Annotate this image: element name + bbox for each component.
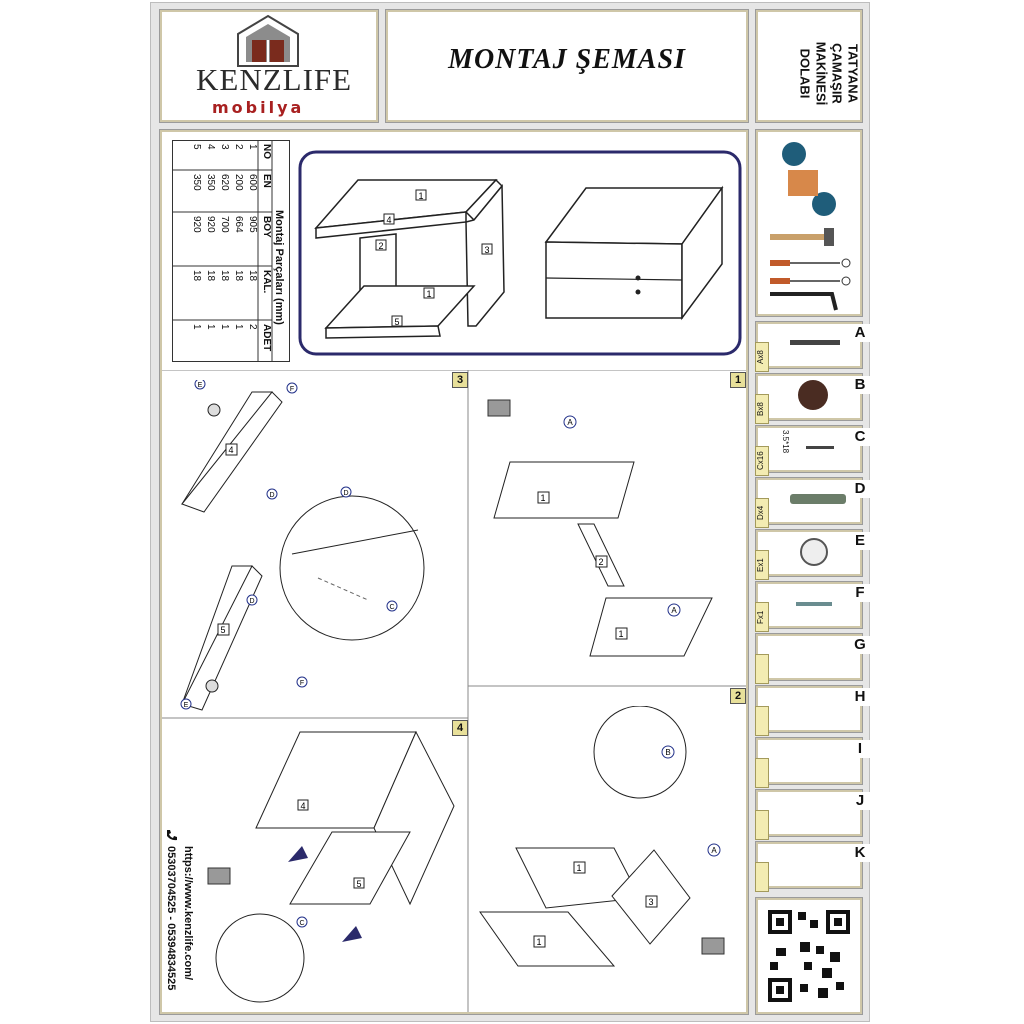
hardware-code: Ax8	[755, 342, 769, 372]
svg-text:E: E	[183, 702, 189, 709]
svg-text:A: A	[567, 418, 573, 427]
svg-text:C: C	[299, 920, 305, 927]
hardware-code	[755, 758, 769, 788]
table-cell: 1	[191, 324, 202, 330]
screwdriver-cross-icon	[770, 278, 790, 284]
step-3-diagram	[168, 380, 458, 716]
hardware-code: Cx16	[755, 446, 769, 476]
table-header-cell: KAL.	[261, 270, 272, 294]
hardware-item-a	[756, 322, 862, 368]
hardware-letter: A	[850, 324, 870, 342]
svg-text:D: D	[269, 492, 275, 499]
contact-website[interactable]: https://www.kenzlife.com/	[182, 846, 194, 981]
table-cell: 2	[247, 324, 258, 330]
hardware-letter: B	[850, 376, 870, 394]
hardware-item-g	[756, 634, 862, 680]
hardware-letter: E	[850, 532, 870, 550]
hardware-item-j	[756, 790, 862, 836]
hardware-code: Fx1	[755, 602, 769, 632]
svg-text:E: E	[197, 382, 203, 389]
hardware-item-h	[756, 686, 862, 732]
hardware-letter: K	[850, 844, 870, 862]
svg-text:B: B	[665, 748, 671, 757]
hardware-item-k	[756, 842, 862, 888]
svg-text:2: 2	[378, 241, 384, 251]
svg-text:1: 1	[426, 289, 432, 299]
hardware-code	[755, 862, 769, 892]
svg-text:1: 1	[618, 629, 624, 639]
hammer-icon	[770, 234, 830, 240]
table-cell: 620	[219, 174, 230, 191]
hardware-letter: F	[850, 584, 870, 602]
svg-text:2: 2	[598, 557, 604, 567]
wood-screw-icon	[790, 438, 834, 449]
table-cell: 350	[191, 174, 202, 191]
phone-icon	[164, 828, 178, 842]
table-cell: 920	[191, 216, 202, 233]
parts-table	[172, 140, 290, 362]
parts-table-caption: Montaj Parçaları (mm)	[273, 210, 285, 325]
svg-text:1: 1	[418, 191, 424, 201]
svg-text:C: C	[389, 604, 395, 611]
allen-key-icon	[770, 294, 836, 310]
screwdriver-flat-icon	[770, 260, 790, 266]
brand-name: KENZLIFE	[196, 62, 353, 97]
step-1-number: 1	[730, 372, 746, 388]
table-cell: 1	[205, 324, 216, 330]
hardware-letter: H	[850, 688, 870, 706]
svg-text:F: F	[289, 386, 295, 393]
product-line-4: DOLABI	[797, 48, 813, 99]
svg-text:5: 5	[356, 879, 362, 889]
hardware-code	[755, 654, 769, 684]
table-header-cell: NO	[261, 144, 272, 159]
svg-text:1: 1	[536, 937, 542, 947]
table-cell: 1	[219, 324, 230, 330]
hardware-letter: C	[850, 428, 870, 446]
screw-icon	[790, 334, 840, 345]
svg-text:4: 4	[386, 215, 392, 225]
step-3-number: 3	[452, 372, 468, 388]
hardware-letter: D	[850, 480, 870, 498]
svg-text:4: 4	[300, 801, 306, 811]
table-cell: 350	[205, 174, 216, 191]
svg-text:A: A	[671, 606, 677, 615]
hardware-code: Dx4	[755, 498, 769, 528]
table-cell: 4	[205, 144, 216, 150]
svg-text:4: 4	[228, 445, 234, 455]
hardware-letter: G	[850, 636, 870, 654]
svg-text:5: 5	[220, 625, 226, 635]
table-cell: 1	[233, 324, 244, 330]
table-cell: 5	[191, 144, 202, 150]
table-cell: 18	[247, 270, 258, 282]
table-cell: 600	[247, 174, 258, 191]
svg-text:A: A	[711, 846, 717, 855]
step-1-diagram	[470, 380, 744, 680]
step-2-diagram	[470, 706, 744, 1012]
table-cell: 18	[191, 270, 202, 282]
step-4-diagram	[168, 728, 458, 1012]
hardware-code: Ex1	[755, 550, 769, 580]
svg-text:D: D	[249, 598, 255, 605]
hardware-code	[755, 810, 769, 840]
table-cell: 700	[219, 216, 230, 233]
step-2-number: 2	[730, 688, 746, 704]
hardware-item-i	[756, 738, 862, 784]
knob-icon	[790, 542, 828, 566]
svg-text:1: 1	[540, 493, 546, 503]
bolt-icon	[790, 594, 832, 606]
hardware-letter: I	[850, 740, 870, 758]
tools-illustration	[762, 134, 856, 312]
contact-phone: 05303704525 - 05394834525	[165, 846, 177, 991]
table-cell: 3	[219, 144, 230, 150]
table-cell: 200	[233, 174, 244, 191]
table-cell: 905	[247, 216, 258, 233]
table-cell: 18	[205, 270, 216, 282]
svg-text:5: 5	[394, 317, 400, 327]
product-line-3: MAKİNESİ	[813, 41, 829, 106]
svg-text:1: 1	[576, 863, 582, 873]
svg-text:F: F	[299, 680, 305, 687]
table-cell: 920	[205, 216, 216, 233]
table-cell: 664	[233, 216, 244, 233]
hinge-icon	[790, 490, 846, 504]
table-header-cell: ADET	[261, 324, 272, 352]
cap-icon	[790, 386, 828, 410]
hardware-code	[755, 706, 769, 736]
product-line-2: ÇAMAŞIR	[829, 43, 845, 104]
table-header-cell: BOY	[261, 216, 272, 238]
table-header-cell: EN	[261, 174, 272, 188]
hardware-item-c	[756, 426, 862, 472]
cabinet-overview	[298, 150, 742, 356]
hardware-code: Bx8	[755, 394, 769, 424]
svg-text:3: 3	[648, 897, 654, 907]
svg-text:3: 3	[484, 245, 490, 255]
hardware-letter: J	[850, 792, 870, 810]
document-title: MONTAJ ŞEMASI	[448, 44, 686, 75]
step-4-number: 4	[452, 720, 468, 736]
table-cell: 1	[247, 144, 258, 150]
table-cell: 18	[233, 270, 244, 282]
product-line-1: TATYANA	[845, 44, 861, 103]
svg-text:D: D	[343, 490, 349, 497]
table-cell: 18	[219, 270, 230, 282]
brand-subtitle: mobilya	[212, 98, 305, 117]
table-cell: 2	[233, 144, 244, 150]
hardware-note: 3.5*18	[781, 430, 790, 454]
qr-code-icon	[764, 906, 854, 1006]
